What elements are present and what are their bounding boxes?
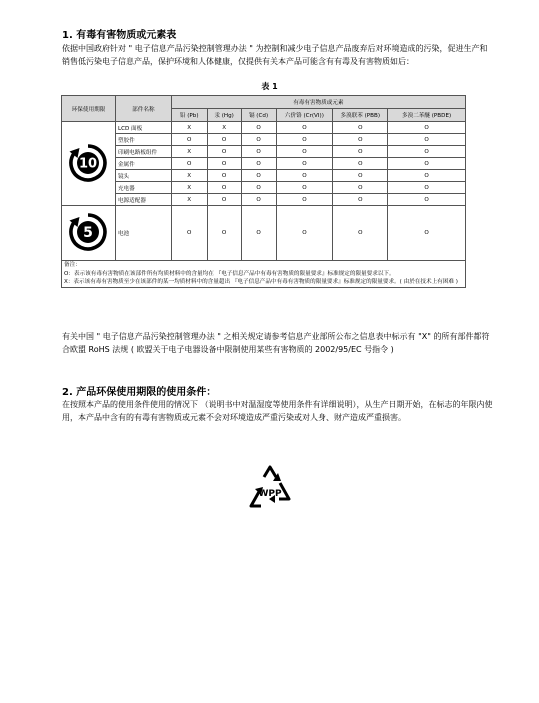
substance-mark: X	[171, 146, 207, 158]
substance-mark: O	[241, 122, 276, 134]
header-substance: 多溴二苯醚 (PBDE)	[388, 109, 466, 122]
header-substance: 六价铬 (Cr(VI))	[276, 109, 333, 122]
part-name: 电源适配器	[115, 194, 171, 206]
header-substance: 汞 (Hg)	[207, 109, 241, 122]
substance-mark: O	[241, 182, 276, 194]
substance-mark: O	[333, 158, 388, 170]
substance-mark: O	[241, 194, 276, 206]
substance-mark: O	[333, 170, 388, 182]
table-row	[62, 206, 466, 261]
header-part: 部件名称	[115, 96, 171, 122]
substance-mark: O	[388, 170, 466, 182]
table-row	[62, 182, 466, 194]
epup-5-year-icon	[68, 212, 108, 252]
substance-mark: O	[333, 206, 388, 261]
substance-mark: O	[333, 194, 388, 206]
substance-mark: O	[276, 146, 333, 158]
section2-heading: 2. 产品环保使用期限的使用条件：	[62, 387, 217, 398]
part-name: 镜头	[115, 170, 171, 182]
substance-mark: O	[333, 182, 388, 194]
part-name: 印刷电路板组件	[115, 146, 171, 158]
substance-mark: O	[276, 194, 333, 206]
substance-mark: X	[171, 182, 207, 194]
substance-mark: X	[207, 122, 241, 134]
section1-intro: 依据中国政府针对 " 电子信息产品污染控制管理办法 " 为控制和减少电子信息产品废弃后对环境造成的污染，促进生产和销售低污染电子信息产品，保护环境和人体健康，仅提供有关本产品可能含有有毒及有害物质如后：	[62, 44, 488, 66]
substance-mark: O	[276, 206, 333, 261]
substance-mark: O	[207, 146, 241, 158]
epup-10-label: 10	[79, 156, 98, 171]
table-header-row	[62, 96, 466, 109]
notes-label: 备注：	[64, 262, 81, 268]
after-table-text: 有关中国 " 电子信息产品污染控制管理办法 " 之相关规定请参考信息产业部所公布之信息表中标示有 "X" 的所有部件都符合欧盟 RoHS 法规 ( 欧盟关于电子电器设备中限制使用某些有害物质的 2002/95/EC 号指令 )	[62, 332, 490, 354]
table-row	[62, 134, 466, 146]
substance-mark: O	[241, 158, 276, 170]
substance-mark: O	[207, 206, 241, 261]
notes-o: O：表示该有毒有害物质在该部件所有均质材料中的含量均在 『电子信息产品中有毒有害物质的限量要求』标准规定的限量要求以下。	[64, 270, 395, 277]
epup-5-label: 5	[83, 225, 94, 241]
substance-mark: O	[241, 170, 276, 182]
section1-heading: 1. 有毒有害物质或元素表	[62, 30, 177, 41]
header-substance: 铅 (Pb)	[171, 109, 207, 122]
recycle-icon	[245, 463, 295, 513]
substance-mark: O	[207, 158, 241, 170]
substance-mark: O	[171, 206, 207, 261]
table-row	[62, 122, 466, 134]
substance-mark: O	[388, 122, 466, 134]
period-10-cell	[62, 122, 116, 206]
header-substance: 多溴联苯 (PBB)	[333, 109, 388, 122]
substance-mark: O	[241, 134, 276, 146]
header-substance: 镉 (Cd)	[241, 109, 276, 122]
section2-body: 在按照本产品的使用条件使用的情况下 （说明书中对温湿度等使用条件有详细说明），从生产日期开始，在标志的年限内使用，本产品中含有的有毒有害物质或元素不会对环境造成严重污染或对人身、财产造成严重损害。	[62, 400, 493, 422]
part-name: 金属件	[115, 158, 171, 170]
part-name: 电池	[115, 206, 171, 261]
table-notes-row	[62, 261, 466, 288]
epup-10-year-icon	[68, 143, 108, 183]
table-notes	[62, 261, 466, 288]
substance-mark: O	[333, 122, 388, 134]
table-caption: 表 1	[261, 82, 278, 91]
substance-mark: O	[388, 182, 466, 194]
part-name: LCD 面板	[115, 122, 171, 134]
substance-mark: O	[276, 170, 333, 182]
substance-mark: O	[276, 134, 333, 146]
substance-mark: X	[171, 170, 207, 182]
substance-mark: O	[241, 146, 276, 158]
recycle-logo-text: WPP	[258, 489, 282, 499]
table-row	[62, 146, 466, 158]
header-substance-group: 有毒有害物质或元素	[171, 96, 465, 109]
header-period: 环保使用期限	[62, 96, 116, 122]
substance-mark: X	[171, 122, 207, 134]
substance-mark: O	[207, 170, 241, 182]
substance-mark: O	[207, 134, 241, 146]
substance-mark: O	[333, 146, 388, 158]
substance-mark: O	[276, 158, 333, 170]
substance-mark: O	[388, 146, 466, 158]
period-5-cell	[62, 206, 116, 261]
substance-mark: O	[276, 182, 333, 194]
substance-mark: O	[388, 134, 466, 146]
table-row	[62, 170, 466, 182]
substance-mark: O	[241, 206, 276, 261]
substance-mark: O	[333, 134, 388, 146]
hazardous-substance-table	[61, 95, 466, 288]
substance-mark: O	[171, 134, 207, 146]
substance-mark: O	[388, 158, 466, 170]
notes-x: X：表示该有毒有害物质至少在该部件的某一均质材料中的含量超出 『电子信息产品中有毒有害物质的限量要求』标准规定的限量要求。( 由於在技术上有困难 )	[64, 279, 458, 285]
part-name: 充电器	[115, 182, 171, 194]
substance-mark: O	[388, 206, 466, 261]
table-row	[62, 158, 466, 170]
substance-mark: O	[207, 182, 241, 194]
substance-mark: O	[171, 158, 207, 170]
part-name: 塑胶件	[115, 134, 171, 146]
substance-mark: O	[276, 122, 333, 134]
substance-mark: O	[207, 194, 241, 206]
table-row	[62, 194, 466, 206]
substance-mark: X	[171, 194, 207, 206]
substance-mark: O	[388, 194, 466, 206]
